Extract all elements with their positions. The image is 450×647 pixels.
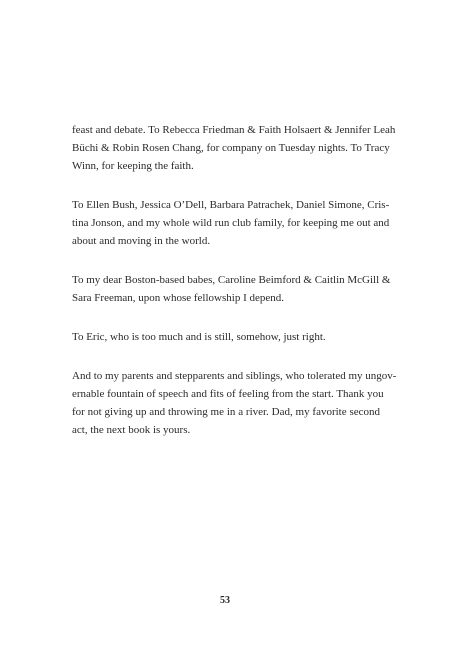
page-number: 53 <box>220 595 230 606</box>
text-line: Sara Freeman, upon whose fellowship I depend. <box>72 292 285 304</box>
text-line: ernable fountain of speech and fits of feeling from the start. Thank you <box>72 388 384 400</box>
text-line: tina Jonson, and my whole wild run club family, for keeping me out and <box>72 217 390 229</box>
text-line: act, the next book is yours. <box>72 424 191 436</box>
paragraph-5 <box>72 367 397 439</box>
text-line: To Ellen Bush, Jessica O’Dell, Barbara Patrachek, Daniel Simone, Cris- <box>72 199 390 211</box>
text-line: Büchi & Robin Rosen Chang, for company on Tuesday nights. To Tracy <box>72 142 390 154</box>
paragraph-4 <box>72 328 380 346</box>
paragraph-1 <box>72 121 396 175</box>
text-line: about and moving in the world. <box>72 235 211 247</box>
acknowledgments-text <box>72 121 397 460</box>
paragraph-3 <box>72 271 391 307</box>
text-line: for not giving up and throwing me in a river. Dad, my favorite second <box>72 406 380 418</box>
text-line: feast and debate. To Rebecca Friedman & Faith Holsaert & Jennifer Leah <box>72 124 396 136</box>
text-line: Winn, for keeping the faith. <box>72 160 194 172</box>
text-line: And to my parents and stepparents and siblings, who tolerated my ungov- <box>72 370 397 382</box>
paragraph-2 <box>72 196 390 250</box>
text-line: To my dear Boston-based babes, Caroline Beimford & Caitlin McGill & <box>72 274 391 286</box>
text-line: To Eric, who is too much and is still, somehow, just right. <box>72 331 326 343</box>
